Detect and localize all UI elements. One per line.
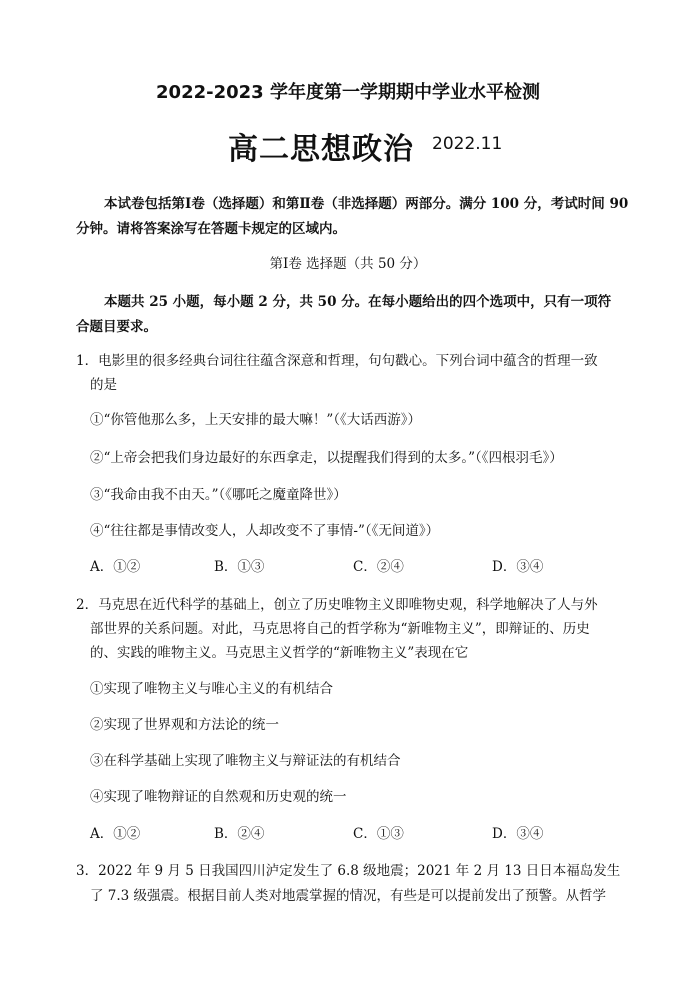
intro-line-1: 本试卷包括第Ⅰ卷（选择题）和第Ⅱ卷（非选择题）两部分。满分 100 分，考试时间 90 bbox=[104, 196, 629, 212]
question-2-stem-3: 的、实践的唯物主义。马克思主义哲学的“新唯物主义”表现在它 bbox=[90, 645, 469, 661]
question-1-item-2: ②“上帝会把我们身边最好的东西拿走，以提醒我们得到的太多。”（《四根羽毛》） bbox=[90, 450, 563, 466]
question-3-stem-1: 3．2022 年 9 月 5 日我国四川泸定发生了 6.8 级地震；2021 年 2 月 13 日日本福岛发生 bbox=[76, 863, 621, 879]
question-1-item-3: ③“我命由我不由天。”（《哪吒之魔童降世》） bbox=[90, 487, 347, 503]
intro-line-2: 分钟。请将答案涂写在答题卡规定的区域内。 bbox=[76, 221, 346, 237]
question-2-item-3: ③在科学基础上实现了唯物主义与辩证法的有机结合 bbox=[90, 753, 401, 769]
exam-date: 2022.11 bbox=[432, 134, 503, 154]
question-2-item-4: ④实现了唯物辩证的自然观和历史观的统一 bbox=[90, 789, 347, 805]
question-1-stem-1: 1．电影里的很多经典台词往往蕴含深意和哲理，句句戳心。下列台词中蕴含的哲理一致 bbox=[76, 353, 598, 369]
question-1-option-d[interactable]: D．③④ bbox=[492, 559, 544, 575]
question-2-option-c[interactable]: C．①③ bbox=[353, 826, 404, 842]
question-1-item-1: ①“你管他那么多，上天安排的最大嘛！”（《大话西游》） bbox=[90, 412, 422, 428]
question-1-item-4: ④“往往都是事情改变人，人却改变不了事情-”（《无间道》） bbox=[90, 523, 440, 539]
question-2-option-d[interactable]: D．③④ bbox=[492, 826, 544, 842]
question-2-item-2: ②实现了世界观和方法论的统一 bbox=[90, 717, 279, 733]
question-1-stem-2: 的是 bbox=[90, 377, 117, 393]
question-2-item-1: ①实现了唯物主义与唯心主义的有机结合 bbox=[90, 681, 333, 697]
exam-title: 2022-2023 学年度第一学期期中学业水平检测 bbox=[156, 82, 540, 103]
section-instruction-2: 合题目要求。 bbox=[76, 319, 157, 335]
question-2-stem-1: 2．马克思在近代科学的基础上，创立了历史唯物主义即唯物史观，科学地解决了人与外 bbox=[76, 597, 598, 613]
section-instruction-1: 本题共 25 小题，每小题 2 分，共 50 分。在每小题给出的四个选项中，只有一项符 bbox=[104, 294, 612, 310]
question-3-stem-2: 了 7.3 级强震。根据目前人类对地震掌握的情况，有些是可以提前发出了预警。从哲学 bbox=[90, 888, 607, 904]
question-1-option-b[interactable]: B．①③ bbox=[214, 559, 265, 575]
section-title: 第Ⅰ卷 选择题（共 50 分） bbox=[269, 256, 427, 272]
question-2-option-a[interactable]: A．①② bbox=[90, 826, 141, 842]
question-1-option-a[interactable]: A．①② bbox=[90, 559, 141, 575]
question-2-option-b[interactable]: B．②④ bbox=[214, 826, 265, 842]
question-2-stem-2: 部世界的关系问题。对此，马克思将自己的哲学称为“新唯物主义”，即辩证的、历史 bbox=[90, 621, 590, 637]
subject-title: 高二思想政治 bbox=[228, 132, 414, 167]
question-1-option-c[interactable]: C．②④ bbox=[353, 559, 404, 575]
